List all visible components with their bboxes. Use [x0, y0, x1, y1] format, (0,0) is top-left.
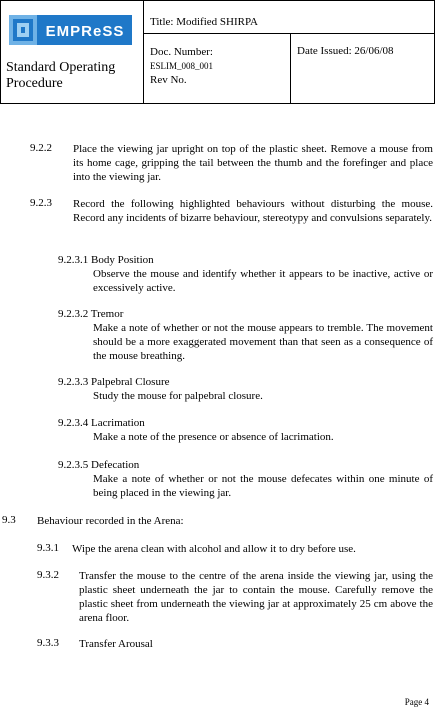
empress-logo	[7, 11, 134, 49]
section-number: 9.3.3	[37, 637, 59, 649]
section-heading: Behaviour recorded in the Arena:	[37, 515, 184, 527]
section-number: 9.2.2	[30, 142, 52, 154]
subsection-heading: 9.2.3.2 Tremor	[58, 308, 124, 320]
subsection-heading: 9.2.3.3 Palpebral Closure	[58, 376, 170, 388]
document-type: Standard Operating Procedure	[6, 60, 116, 91]
header-divider	[143, 1, 144, 103]
date-issued: Date Issued: 26/06/08	[297, 45, 394, 57]
section-text: Wipe the arena clean with alcohol and allow it to dry before use.	[72, 543, 356, 555]
subsection-heading: 9.2.3.5 Defecation	[58, 459, 140, 471]
section-text: Place the viewing jar upright on top of the plastic sheet. Remove a mouse from its home cage, gripping the tail between the thumb and the forefinger and place into the viewing jar.	[73, 143, 433, 183]
page-number: Page 4	[404, 697, 429, 707]
section-number: 9.3.1	[37, 542, 59, 554]
subsection-heading: 9.2.3.1 Body Position	[58, 254, 154, 266]
subsection-text: Observe the mouse and identify whether it appears to be inactive, active or excessively active.	[93, 268, 433, 294]
doc-number: ESLIM_008_001	[150, 61, 213, 71]
section-number: 9.3.2	[37, 569, 59, 581]
document-header	[0, 0, 435, 104]
subsection-heading: 9.2.3.4 Lacrimation	[58, 417, 145, 429]
subsection-text: Make a note of the presence or absence of lacrimation.	[93, 431, 334, 443]
svg-text:EMPReSS: EMPReSS	[45, 23, 125, 40]
header-divider	[143, 33, 434, 34]
doc-number-label: Doc. Number:	[150, 46, 213, 58]
doc-number-block	[150, 45, 213, 87]
subsection-text: Study the mouse for palpebral closure.	[93, 390, 263, 402]
header-divider	[290, 33, 291, 103]
section-text: Transfer Arousal	[79, 638, 153, 650]
subsection-text: Make a note of whether or not the mouse appears to tremble. The movement should be a more exaggerated movement than that seen as a consequence of the mouse breathing.	[93, 322, 433, 362]
document-title: Title: Modified SHIRPA	[150, 16, 258, 28]
section-number: 9.2.3	[30, 197, 52, 209]
rev-label: Rev No.	[150, 74, 187, 86]
section-number: 9.3	[2, 514, 16, 526]
section-text: Record the following highlighted behaviours without disturbing the mouse. Record any incidents of bizarre behaviour, stereotypy and convulsions separately.	[73, 198, 433, 224]
subsection-text: Make a note of whether or not the mouse defecates within one minute of being placed in the viewing jar.	[93, 473, 433, 499]
section-text: Transfer the mouse to the centre of the arena inside the viewing jar, using the plastic sheet underneath the jar to contain the mouse. Carefully remove the plastic sheet from underneath the viewing jar at approximately 25 cm above the arena floor.	[79, 570, 433, 624]
